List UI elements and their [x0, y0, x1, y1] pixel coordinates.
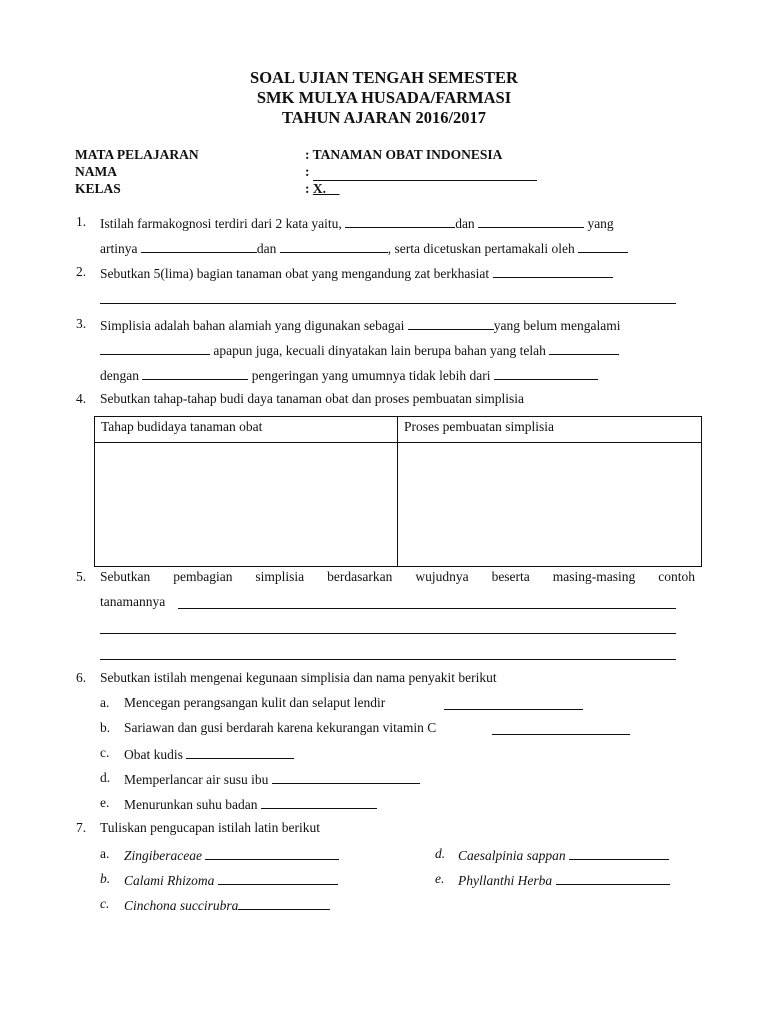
q6-item-d-letter: d. — [100, 770, 111, 785]
q6-number: 6. — [76, 670, 87, 685]
q7-item-b-blank[interactable] — [218, 871, 338, 885]
q7-item-a-letter: a. — [100, 846, 110, 861]
q5-answer-line-1[interactable] — [178, 608, 676, 609]
q2-blank-1[interactable] — [493, 264, 613, 278]
q3-blank-5[interactable] — [494, 366, 598, 380]
q4-col2-header: Proses pembuatan simplisia — [398, 417, 702, 443]
q3-blank-1[interactable] — [408, 316, 494, 330]
q6-item-c-blank[interactable] — [186, 745, 294, 759]
q7-item-b-letter: b. — [100, 871, 111, 886]
q7-item-b: Calami Rhizoma — [124, 871, 338, 889]
q3-number: 3. — [76, 316, 87, 331]
q6-item-d: Memperlancar air susu ibu — [124, 770, 420, 788]
subject-value: : TANAMAN OBAT INDONESIA — [305, 147, 503, 162]
class-label: KELAS — [75, 181, 121, 196]
q7-item-d-letter: d. — [435, 846, 446, 861]
q5-line2: tanamannya — [100, 594, 166, 609]
academic-year: TAHUN AJARAN 2016/2017 — [281, 108, 487, 127]
q7-item-d: Caesalpinia sappan — [458, 846, 669, 864]
q7-number: 7. — [76, 820, 87, 835]
q6-item-a-letter: a. — [100, 695, 110, 710]
q7-item-e-letter: e. — [435, 871, 445, 886]
q3-blank-2[interactable] — [100, 341, 210, 355]
q5-answer-line-3[interactable] — [100, 659, 676, 660]
q6-text: Sebutkan istilah mengenai kegunaan simplisia dan nama penyakit berikut — [100, 670, 497, 685]
q6-item-a-blank[interactable] — [444, 709, 583, 710]
q2-answer-line[interactable] — [100, 303, 676, 304]
q7-item-a-blank[interactable] — [205, 846, 339, 860]
q4-number: 4. — [76, 391, 87, 406]
q4-text: Sebutkan tahap-tahap budi daya tanaman obat dan proses pembuatan simplisia — [100, 391, 525, 406]
q4-col1-header: Tahap budidaya tanaman obat — [95, 417, 398, 443]
q4-table — [94, 416, 702, 567]
q1-blank-3[interactable] — [141, 239, 257, 253]
subject-label: MATA PELAJARAN — [75, 147, 199, 162]
q1-blank-4[interactable] — [280, 239, 388, 253]
q6-item-e: Menurunkan suhu badan — [124, 795, 377, 813]
school-name: SMK MULYA HUSADA/FARMASI — [256, 88, 512, 107]
class-field[interactable]: X. — [312, 181, 326, 196]
q1-line1: Istilah farmakognosi terdiri dari 2 kata yaitu, dan yang — [100, 216, 614, 231]
q6-item-e-letter: e. — [100, 795, 110, 810]
q3-line3: dengan pengeringan yang umumnya tidak lebih dari — [100, 366, 598, 384]
q7-item-a: Zingiberaceae — [124, 846, 339, 864]
q3-line1: Simplisia adalah bahan alamiah yang digunakan sebagai yang belum mengalami — [100, 318, 621, 333]
q7-text: Tuliskan pengucapan istilah latin berikut — [100, 820, 320, 835]
q6-item-e-blank[interactable] — [261, 795, 377, 809]
q7-item-c: Cinchona succirubra — [124, 896, 330, 914]
q6-item-c: Obat kudis — [124, 745, 294, 763]
q6-item-d-blank[interactable] — [272, 770, 420, 784]
q6-item-c-letter: c. — [100, 745, 110, 760]
q7-item-c-letter: c. — [100, 896, 110, 911]
q1-number: 1. — [76, 214, 87, 229]
q4-col2-answer[interactable] — [398, 443, 702, 567]
class-colon: : — [305, 181, 310, 196]
q5-line1: Sebutkan pembagian simplisia berdasarkan wujudnya beserta masing-masing contoh — [100, 569, 695, 584]
q6-item-b-blank[interactable] — [492, 734, 630, 735]
q6-item-b: Sariawan dan gusi berdarah karena kekurangan vitamin C — [124, 720, 437, 735]
name-field-line[interactable] — [313, 180, 537, 181]
page-title: SOAL UJIAN TENGAH SEMESTER — [250, 68, 518, 87]
q1-blank-5[interactable] — [578, 239, 628, 253]
name-colon: : — [305, 164, 310, 179]
q1-line2: artinya dan , serta dicetuskan pertamakali oleh — [100, 239, 628, 257]
q7-item-e: Phyllanthi Herba — [458, 871, 670, 889]
name-label: NAMA — [75, 164, 117, 179]
q3-blank-4[interactable] — [142, 366, 248, 380]
class-value — [305, 181, 340, 197]
q1-blank-2[interactable] — [478, 214, 584, 228]
q6-item-a: Mencegan perangsangan kulit dan selaput lendir — [124, 695, 386, 710]
q1-blank-1[interactable] — [345, 214, 455, 228]
q6-item-b-letter: b. — [100, 720, 111, 735]
q2-text: Sebutkan 5(lima) bagian tanaman obat yang mengandung zat berkhasiat — [100, 264, 613, 282]
q5-number: 5. — [76, 569, 87, 584]
q7-item-e-blank[interactable] — [556, 871, 670, 885]
q5-answer-line-2[interactable] — [100, 633, 676, 634]
q4-col1-answer[interactable] — [95, 443, 398, 567]
q7-item-c-blank[interactable] — [238, 896, 330, 910]
q3-line2: apapun juga, kecuali dinyatakan lain berupa bahan yang telah — [100, 341, 619, 359]
q3-blank-3[interactable] — [549, 341, 619, 355]
q7-item-d-blank[interactable] — [569, 846, 669, 860]
q2-number: 2. — [76, 264, 87, 279]
